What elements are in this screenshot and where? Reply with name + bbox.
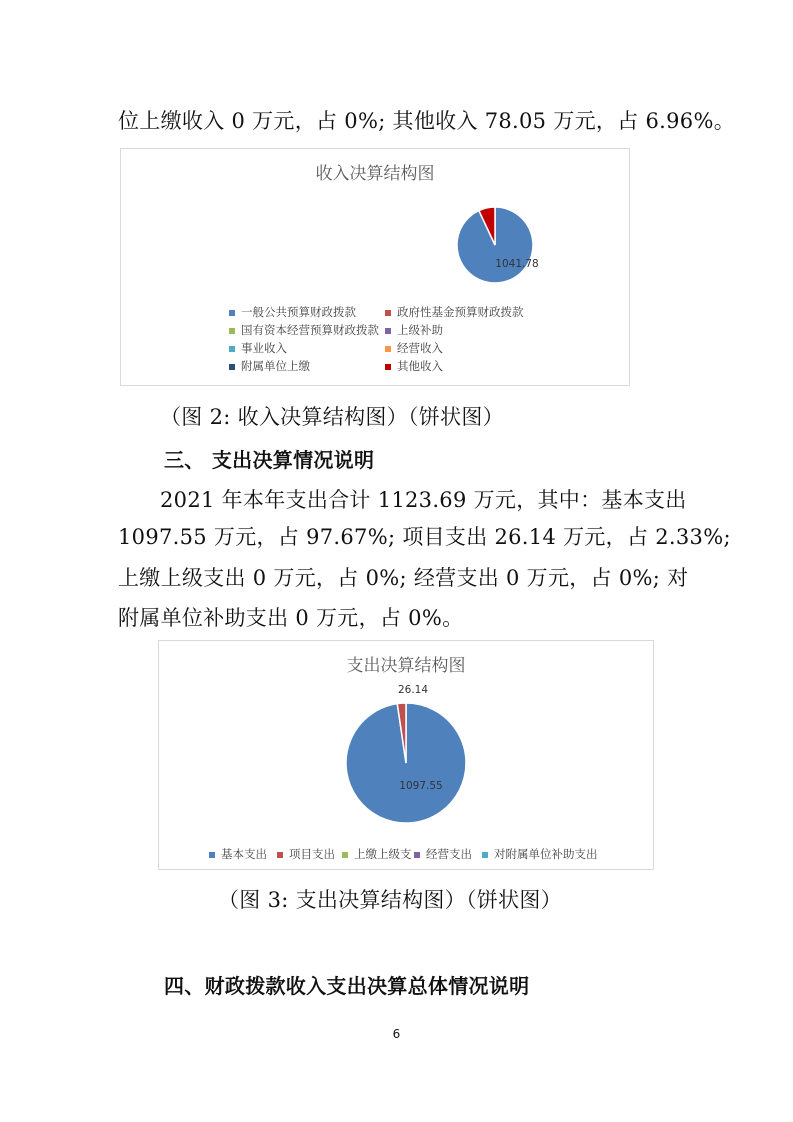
legend-swatch — [229, 364, 235, 370]
legend-item — [385, 340, 443, 356]
legend-label: 附属单位上缴 — [241, 359, 310, 373]
figure-caption: （图 2: 收入决算结构图）（饼状图） — [160, 405, 504, 429]
figure-caption: （图 3: 支出决算结构图）（饼状图） — [218, 888, 562, 912]
legend-item — [414, 846, 472, 862]
legend-swatch — [414, 852, 420, 858]
section-heading: 四、财政拨款收入支出决算总体情况说明 — [164, 974, 530, 998]
legend-label: 一般公共预算财政拨款 — [241, 305, 356, 319]
legend-swatch — [277, 852, 283, 858]
legend-swatch — [385, 364, 391, 370]
expenditure-pie-svg — [159, 677, 653, 852]
legend-label: 上缴上级支 — [354, 847, 412, 861]
data-label: 1097.55 — [399, 780, 443, 792]
expenditure-chart — [158, 640, 654, 870]
paragraph-line: 位上缴收入 0 万元，占 0%; 其他收入 78.05 万元，占 6.96%。 — [118, 109, 736, 133]
legend-item — [209, 846, 267, 862]
legend-label: 国有资本经营预算财政拨款 — [241, 323, 379, 337]
legend-label: 经营支出 — [426, 847, 472, 861]
legend-label: 基本支出 — [221, 847, 267, 861]
legend-item — [229, 304, 356, 320]
legend-label: 政府性基金预算财政拨款 — [397, 305, 524, 319]
paragraph-line: 上缴上级支出 0 万元，占 0%; 经营支出 0 万元，占 0%; 对 — [118, 566, 689, 590]
legend-item — [482, 846, 598, 862]
chart-title: 收入决算结构图 — [315, 164, 435, 184]
income-chart — [120, 148, 630, 386]
legend-label: 对附属单位补助支出 — [494, 847, 598, 861]
legend-label: 项目支出 — [289, 847, 335, 861]
section-heading: 三、 支出决算情况说明 — [164, 448, 375, 472]
legend-item — [229, 340, 287, 356]
legend-label: 经营收入 — [397, 341, 443, 355]
legend-swatch — [385, 328, 391, 334]
data-label: 26.14 — [397, 684, 429, 696]
legend-item — [277, 846, 335, 862]
legend-swatch — [385, 346, 391, 352]
data-label: 1041.78 — [495, 258, 539, 270]
legend-item — [229, 322, 379, 338]
legend-label: 上级补助 — [397, 323, 443, 337]
legend-swatch — [209, 852, 215, 858]
paragraph-line: 2021 年本年支出合计 1123.69 万元，其中：基本支出 — [160, 488, 687, 512]
page-number: 6 — [392, 1027, 401, 1041]
chart-title: 支出决算结构图 — [346, 656, 466, 676]
legend-label: 其他收入 — [397, 359, 443, 373]
legend-swatch — [229, 346, 235, 352]
legend-swatch — [342, 852, 348, 858]
legend-item — [342, 846, 412, 862]
legend-swatch — [482, 852, 488, 858]
income-pie-svg — [121, 189, 629, 329]
legend-swatch — [229, 328, 235, 334]
legend-item — [385, 304, 524, 320]
legend-label: 事业收入 — [241, 341, 287, 355]
legend-item — [385, 358, 443, 374]
legend-swatch — [385, 310, 391, 316]
legend-swatch — [229, 310, 235, 316]
paragraph-line: 附属单位补助支出 0 万元，占 0%。 — [118, 606, 464, 630]
paragraph-line: 1097.55 万元，占 97.67%; 项目支出 26.14 万元，占 2.33%; — [118, 525, 731, 549]
legend-item — [385, 322, 443, 338]
legend-item — [229, 358, 310, 374]
